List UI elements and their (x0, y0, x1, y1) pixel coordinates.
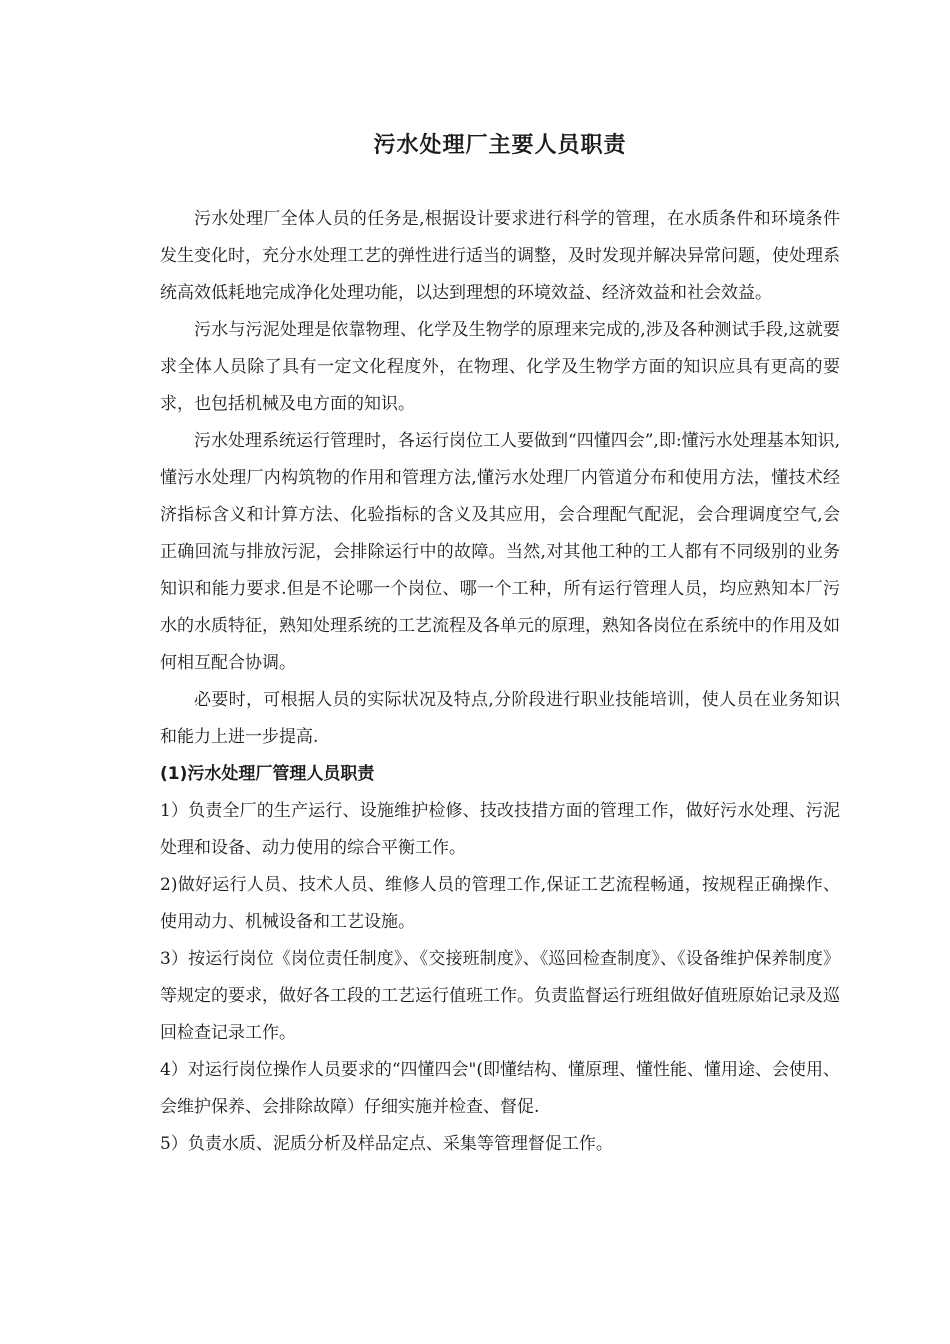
section-heading: (1)污水处理厂管理人员职责 (160, 764, 375, 784)
intro-paragraph-4: 必要时，可根据人员的实际状况及特点,分阶段进行职业技能培训，使人员在业务知识和能力上进一步提高. (160, 690, 840, 747)
intro-paragraph-1: 污水处理厂全体人员的任务是,根据设计要求进行科学的管理，在水质条件和环境条件发生变化时，充分水处理工艺的弹性进行适当的调整，及时发现并解决异常问题，使处理系统高效低耗地完成净化处理功能，以达到理想的环境效益、经济效益和社会效益。 (160, 209, 840, 303)
duty-item-2: 2)做好运行人员、技术人员、维修人员的管理工作,保证工艺流程畅通，按规程正确操作、使用动力、机械设备和工艺设施。 (160, 875, 840, 932)
duty-item-1: 1）负责全厂的生产运行、设施维护检修、技改技措方面的管理工作，做好污水处理、污泥处理和设备、动力使用的综合平衡工作。 (160, 801, 840, 858)
duty-item-5: 5）负责水质、泥质分析及样品定点、采集等管理督促工作。 (160, 1134, 613, 1154)
document-title: 污水处理厂主要人员职责 (373, 133, 627, 158)
duty-item-3: 3）按运行岗位《岗位责任制度》、《交接班制度》、《巡回检查制度》、《设备维护保养制度》等规定的要求，做好各工段的工艺运行值班工作。负责监督运行班组做好值班原始记录及巡回检查记录工作。 (160, 949, 840, 1043)
intro-paragraph-3: 污水处理系统运行管理时，各运行岗位工人要做到“四懂四会”,即:懂污水处理基本知识,懂污水处理厂内构筑物的作用和管理方法,懂污水处理厂内管道分布和使用方法，懂技术经济指标含义和计算方法、化验指标的含义及其应用，会合理配气配泥，会合理调度空气,会正确回流与排放污泥，会排除运行中的故障。当然,对其他工种的工人都有不同级别的业务知识和能力要求.但是不论哪一个岗位、哪一个工种，所有运行管理人员，均应熟知本厂污水的水质特征，熟知处理系统的工艺流程及各单元的原理，熟知各岗位在系统中的作用及如何相互配合协调。 (160, 431, 840, 673)
duty-item-4: 4）对运行岗位操作人员要求的“四懂四会"(即懂结构、懂原理、懂性能、懂用途、会使用、会维护保养、会排除故障）仔细实施并检查、督促. (160, 1060, 840, 1117)
document-body (160, 201, 840, 1163)
intro-paragraph-2: 污水与污泥处理是依靠物理、化学及生物学的原理来完成的,涉及各种测试手段,这就要求全体人员除了具有一定文化程度外，在物理、化学及生物学方面的知识应具有更高的要求，也包括机械及电方面的知识。 (160, 320, 840, 414)
